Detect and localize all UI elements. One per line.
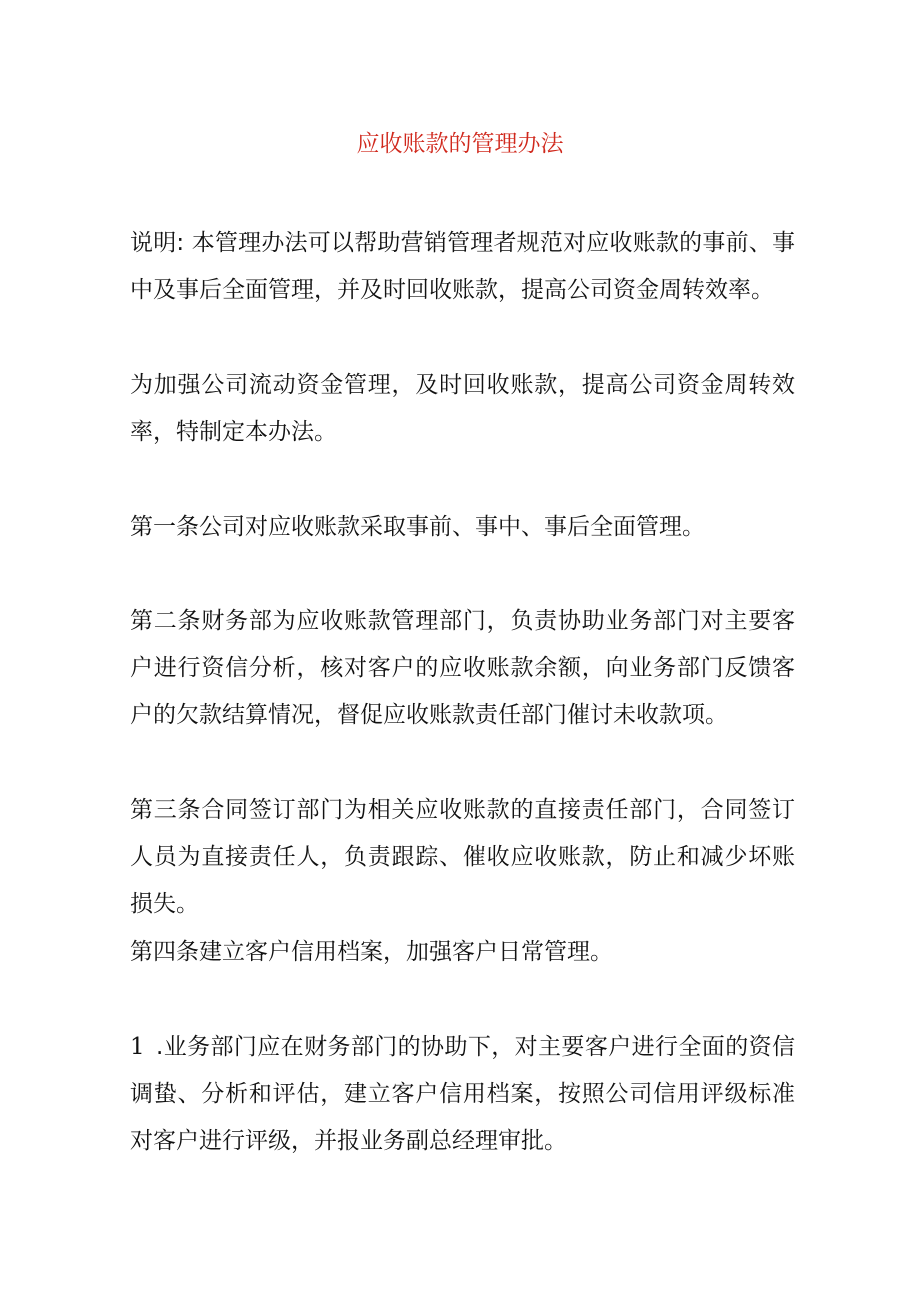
article-2-paragraph: 第二条财务部为应收账款管理部门，负责协助业务部门对主要客户进行资信分析，核对客户的应收账款余额，向业务部门反馈客户的欠款结算情况，督促应收账款责任部门催讨未收款项。 — [130, 608, 795, 728]
intro-paragraph: 说明: 本管理办法可以帮助营销管理者规范对应收账款的事前、事中及事后全面管理，并及时回收账款，提高公司资金周转效率。 — [130, 230, 795, 303]
list-item — [130, 1024, 795, 1165]
article-3-paragraph: 第三条合同签订部门为相关应收账款的直接责任部门，合同签订人员为直接责任人，负责跟踪、催收应收账款，防止和减少坏账损失。 — [130, 797, 795, 917]
article-1-paragraph: 第一条公司对应收账款采取事前、事中、事后全面管理。 — [130, 514, 705, 540]
article-4-paragraph: 第四条建立客户信用档案，加强客户日常管理。 — [130, 939, 613, 965]
purpose-paragraph: 为加强公司流动资金管理，及时回收账款，提高公司资金周转效率，特制定本办法。 — [130, 372, 795, 445]
document-title: 应收账款的管理办法 — [356, 131, 564, 157]
list-item-text: .业务部门应在财务部门的协助下，对主要客户进行全面的资信调蛰、分析和评估，建立客户信用档案，按照公司信用评级标准对客户进行评级，并报业务副总经理审批。 — [130, 1034, 795, 1154]
list-item-number: 1 — [130, 1034, 145, 1060]
